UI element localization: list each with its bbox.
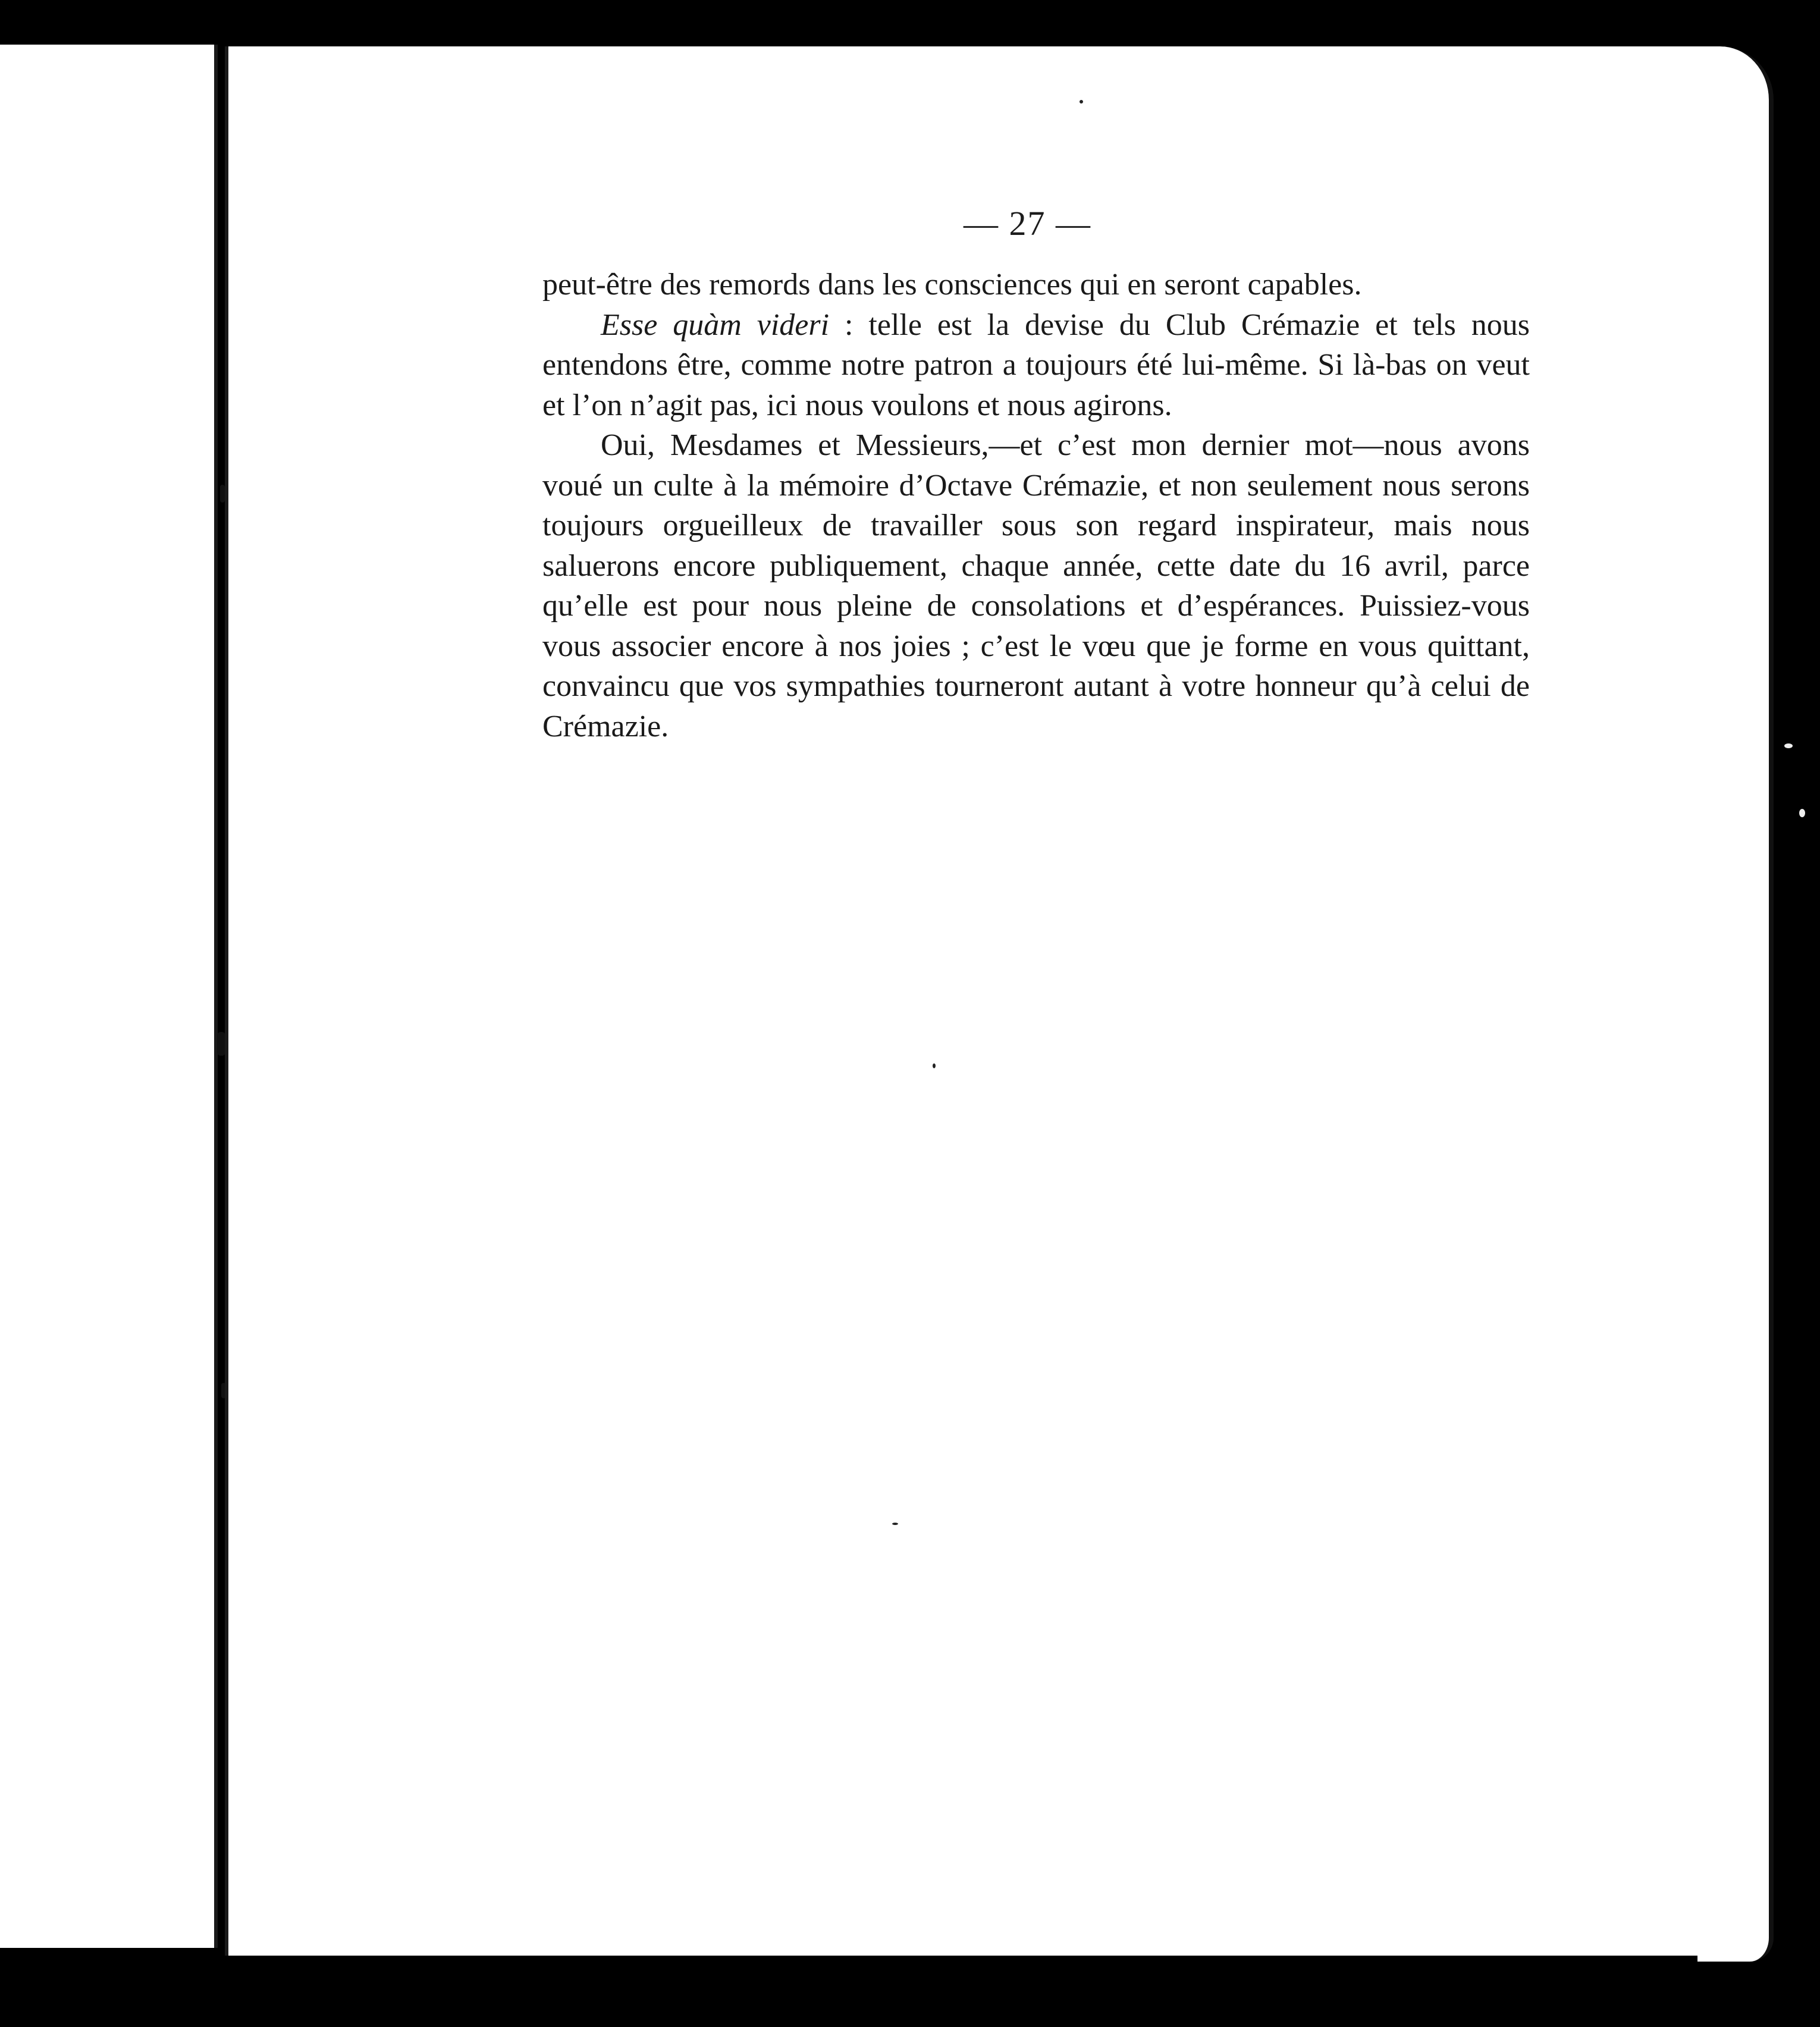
page-number: — 27 — — [964, 204, 1091, 243]
scan-speck — [1784, 743, 1793, 748]
page-fore-edge — [1697, 46, 1774, 1962]
latin-motto: Esse quàm videri — [601, 307, 830, 342]
paragraph-text: : telle est la devise du Club Crémazie et tels nous entendons être, comme notre patron a toujours été lui-même. Si là-bas on veut et l’on n’agit pas, ici nous voulons et nous agirons. — [542, 307, 1530, 422]
body-text — [542, 265, 1530, 746]
scan-speck — [892, 1523, 898, 1525]
binding-mark — [217, 1032, 225, 1056]
paragraph: Oui, Mesdames et Messieurs,—et c’est mon dernier mot—nous avons voué un culte à la mémoire d’Octave Crémazie, et non seulement nous serons toujours orgueilleux de travailler sous son regard inspirateur, mais nous saluerons encore publiquement, chaque année, cette date du 16 avril, parce qu’elle est pour nous pleine de consolations et d’espérances. Puissiez-vous vous associer encore à nos joies ; c’est le vœu que je forme en vous quittant, convaincu que vos sympathies tourneront autant à votre honneur qu’à celui de Crémazie. — [542, 428, 1530, 743]
scan-speck — [1799, 809, 1805, 817]
facing-page-edge — [0, 45, 218, 1948]
scan-speck — [1080, 100, 1083, 103]
binding-mark — [220, 485, 225, 503]
paragraph — [542, 305, 1530, 426]
scan-speck — [933, 1063, 936, 1068]
paragraph: peut-être des remords dans les consciences qui en seront capables. — [542, 268, 1362, 302]
